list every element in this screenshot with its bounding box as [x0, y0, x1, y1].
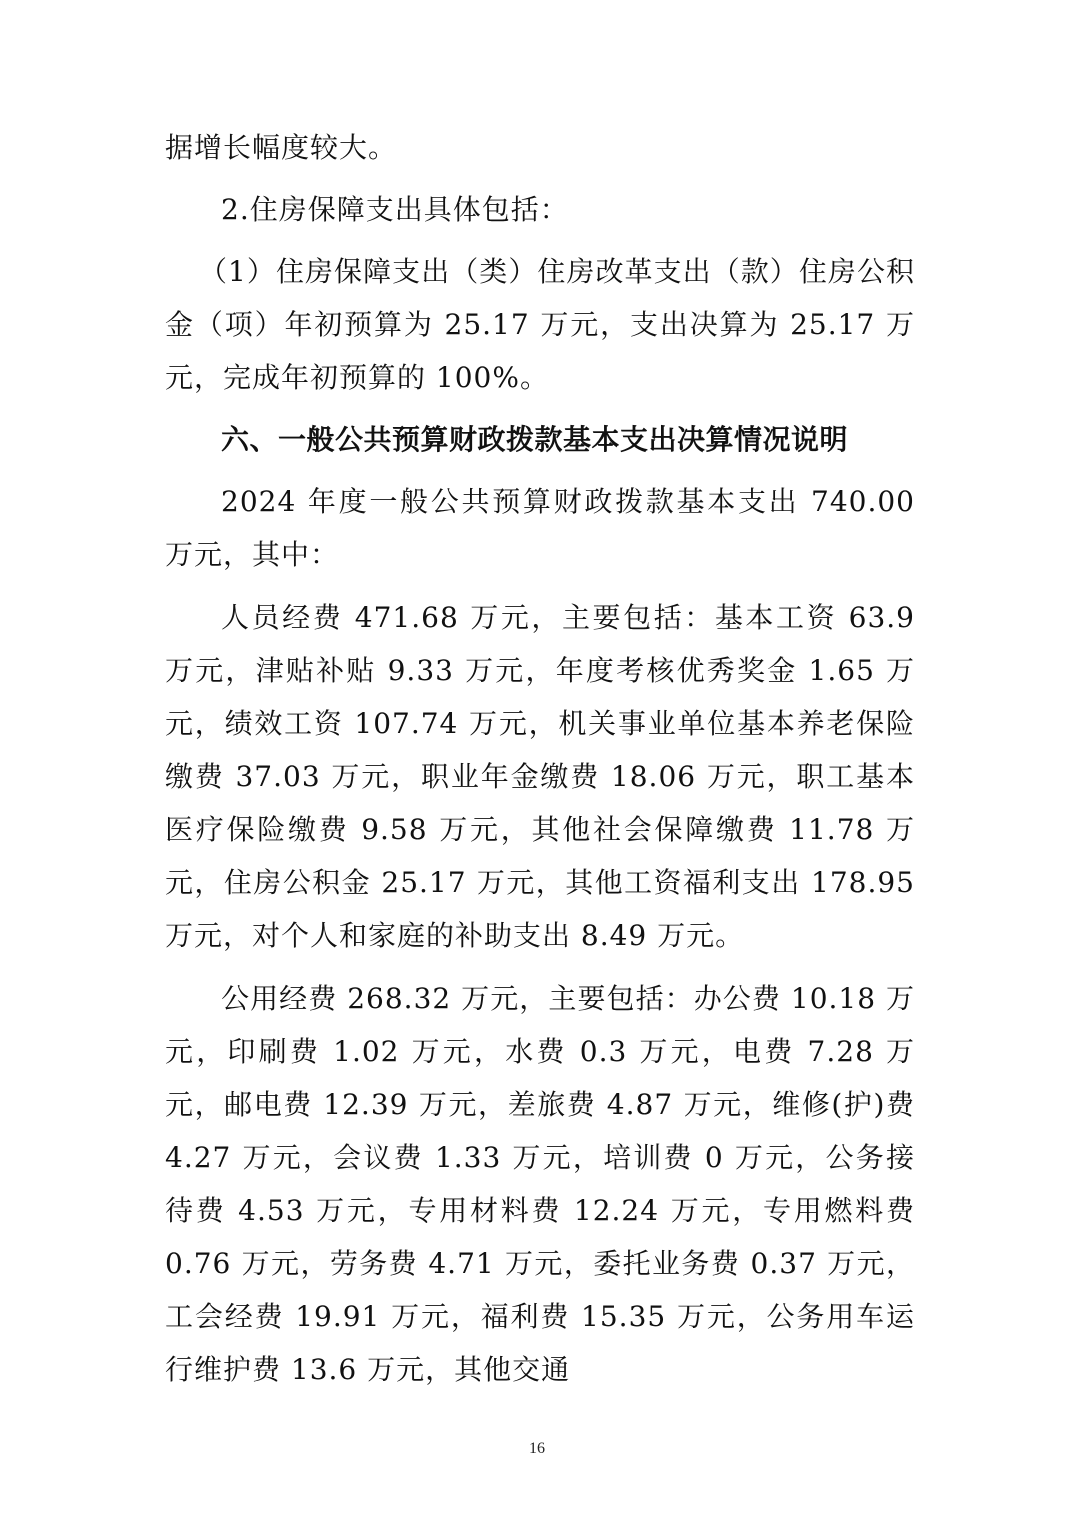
section-heading-basic-expenditure: 六、一般公共预算财政拨款基本支出决算情况说明: [221, 423, 849, 456]
paragraph-personnel-costs: 人员经费 471.68 万元，主要包括：基本工资 63.9 万元，津贴补贴 9.33 万元，年度考核优秀奖金 1.65 万元，绩效工资 107.74 万元，机关事业单位基本养老保险缴费 37.03 万元，职业年金缴费 18.06 万元，职工基本医疗保险缴费 9.58 万元，其他社会保障缴费 11.78 万元，住房公积金 25.17 万元，其他工资福利支出 178.95 万元，对个人和家庭的补助支出 8.49 万元。: [165, 601, 915, 952]
page-number: 16: [529, 1440, 545, 1457]
document-body: [165, 121, 915, 1396]
paragraph-public-costs: 公用经费 268.32 万元，主要包括：办公费 10.18 万元，印刷费 1.02 万元，水费 0.3 万元，电费 7.28 万元，邮电费 12.39 万元，差旅费 4.87 万元，维修(护)费 4.27 万元，会议费 1.33 万元，培训费 0 万元，公务接待费 4.53 万元，专用材料费 12.24 万元，专用燃料费 0.76 万元，劳务费 4.71 万元，委托业务费 0.37 万元，工会经费 19.91 万元，福利费 15.35 万元，公务用车运行维护费 13.6 万元，其他交通: [165, 982, 916, 1386]
paragraph-continuation: 据增长幅度较大。: [165, 131, 398, 164]
paragraph-housing-subheading: 2.住房保障支出具体包括：: [221, 193, 569, 226]
paragraph-housing-fund: （1）住房保障支出（类）住房改革支出（款）住房公积金（项）年初预算为 25.17 万元，支出决算为 25.17 万元，完成年初预算的 100%。: [165, 255, 915, 394]
paragraph-basic-expenditure-total: 2024 年度一般公共预算财政拨款基本支出 740.00 万元，其中：: [165, 485, 915, 571]
